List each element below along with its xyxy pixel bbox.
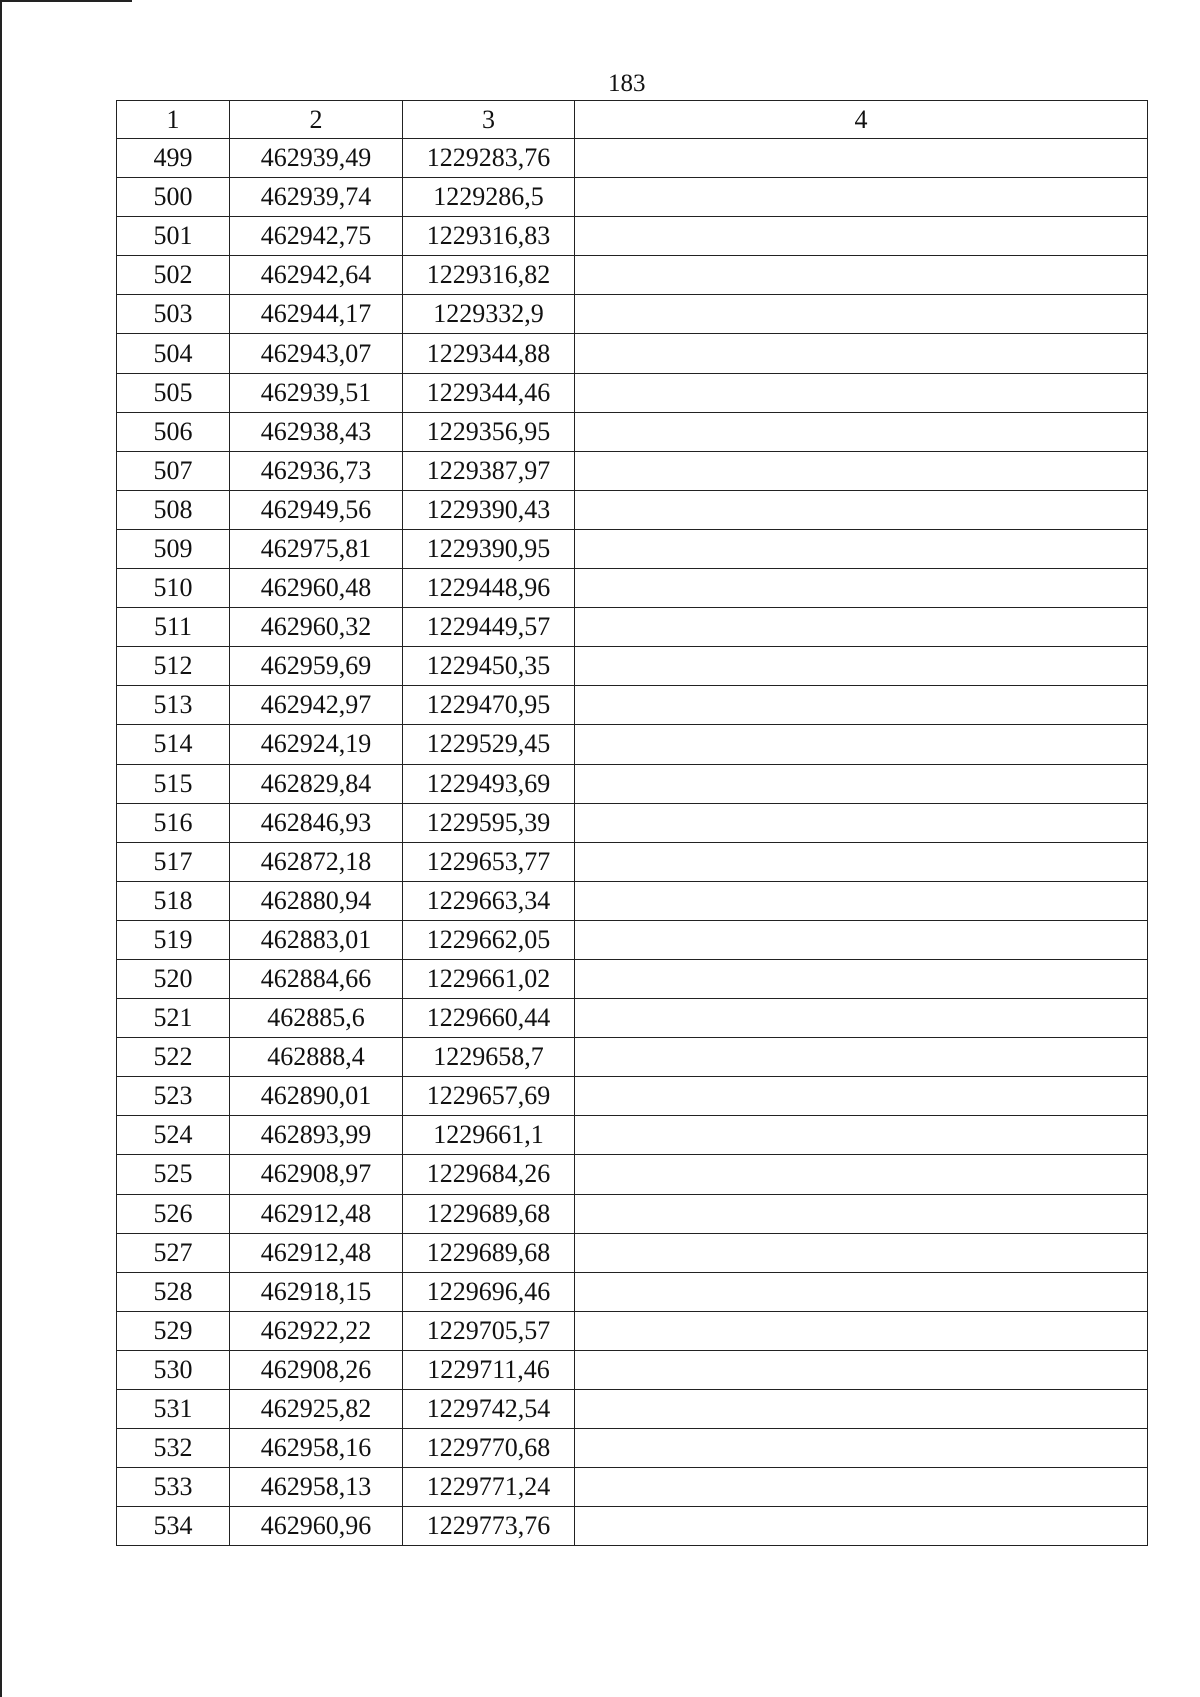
point-number-cell: 520 <box>117 959 230 998</box>
x-coordinate-cell: 462939,49 <box>230 139 403 178</box>
y-coordinate-cell: 1229684,26 <box>403 1155 575 1194</box>
table-row <box>117 295 1148 334</box>
point-number-cell: 516 <box>117 803 230 842</box>
point-number-cell: 514 <box>117 725 230 764</box>
point-number-cell: 532 <box>117 1429 230 1468</box>
note-cell <box>575 1155 1148 1194</box>
note-cell <box>575 647 1148 686</box>
point-number-cell: 519 <box>117 920 230 959</box>
x-coordinate-cell: 462893,99 <box>230 1116 403 1155</box>
y-coordinate-cell: 1229449,57 <box>403 608 575 647</box>
x-coordinate-cell: 462912,48 <box>230 1194 403 1233</box>
point-number-cell: 523 <box>117 1077 230 1116</box>
table-row <box>117 959 1148 998</box>
point-number-cell: 500 <box>117 178 230 217</box>
note-cell <box>575 1311 1148 1350</box>
table-row <box>117 451 1148 490</box>
x-coordinate-cell: 462890,01 <box>230 1077 403 1116</box>
table-row <box>117 490 1148 529</box>
table-row <box>117 842 1148 881</box>
x-coordinate-cell: 462885,6 <box>230 999 403 1038</box>
note-cell <box>575 959 1148 998</box>
note-cell <box>575 1116 1148 1155</box>
table-row <box>117 1077 1148 1116</box>
note-cell <box>575 608 1148 647</box>
point-number-cell: 528 <box>117 1272 230 1311</box>
note-cell <box>575 569 1148 608</box>
note-cell <box>575 1468 1148 1507</box>
y-coordinate-cell: 1229316,82 <box>403 256 575 295</box>
y-coordinate-cell: 1229316,83 <box>403 217 575 256</box>
y-coordinate-cell: 1229356,95 <box>403 412 575 451</box>
point-number-cell: 512 <box>117 647 230 686</box>
x-coordinate-cell: 462939,51 <box>230 373 403 412</box>
note-cell <box>575 529 1148 568</box>
note-cell <box>575 725 1148 764</box>
table-row <box>117 1038 1148 1077</box>
y-coordinate-cell: 1229448,96 <box>403 569 575 608</box>
scan-border-top <box>0 0 132 2</box>
table-row <box>117 803 1148 842</box>
table-body <box>117 101 1148 1546</box>
header-cell-3: 3 <box>403 101 575 139</box>
coordinates-table <box>116 100 1148 1546</box>
y-coordinate-cell: 1229390,43 <box>403 490 575 529</box>
y-coordinate-cell: 1229696,46 <box>403 1272 575 1311</box>
y-coordinate-cell: 1229657,69 <box>403 1077 575 1116</box>
y-coordinate-cell: 1229344,46 <box>403 373 575 412</box>
note-cell <box>575 451 1148 490</box>
x-coordinate-cell: 462960,32 <box>230 608 403 647</box>
table-row <box>117 139 1148 178</box>
x-coordinate-cell: 462942,64 <box>230 256 403 295</box>
note-cell <box>575 1429 1148 1468</box>
point-number-cell: 509 <box>117 529 230 568</box>
point-number-cell: 502 <box>117 256 230 295</box>
x-coordinate-cell: 462943,07 <box>230 334 403 373</box>
x-coordinate-cell: 462949,56 <box>230 490 403 529</box>
note-cell <box>575 1272 1148 1311</box>
x-coordinate-cell: 462829,84 <box>230 764 403 803</box>
y-coordinate-cell: 1229653,77 <box>403 842 575 881</box>
note-cell <box>575 217 1148 256</box>
y-coordinate-cell: 1229286,5 <box>403 178 575 217</box>
table-row <box>117 1194 1148 1233</box>
x-coordinate-cell: 462924,19 <box>230 725 403 764</box>
point-number-cell: 503 <box>117 295 230 334</box>
y-coordinate-cell: 1229450,35 <box>403 647 575 686</box>
table-row <box>117 529 1148 568</box>
y-coordinate-cell: 1229470,95 <box>403 686 575 725</box>
point-number-cell: 513 <box>117 686 230 725</box>
scan-border-left <box>0 0 2 1697</box>
note-cell <box>575 139 1148 178</box>
x-coordinate-cell: 462925,82 <box>230 1390 403 1429</box>
y-coordinate-cell: 1229660,44 <box>403 999 575 1038</box>
y-coordinate-cell: 1229387,97 <box>403 451 575 490</box>
x-coordinate-cell: 462958,13 <box>230 1468 403 1507</box>
note-cell <box>575 999 1148 1038</box>
note-cell <box>575 1038 1148 1077</box>
y-coordinate-cell: 1229662,05 <box>403 920 575 959</box>
note-cell <box>575 334 1148 373</box>
table-row <box>117 1272 1148 1311</box>
note-cell <box>575 373 1148 412</box>
x-coordinate-cell: 462908,97 <box>230 1155 403 1194</box>
x-coordinate-cell: 462884,66 <box>230 959 403 998</box>
note-cell <box>575 881 1148 920</box>
y-coordinate-cell: 1229661,1 <box>403 1116 575 1155</box>
x-coordinate-cell: 462939,74 <box>230 178 403 217</box>
x-coordinate-cell: 462883,01 <box>230 920 403 959</box>
point-number-cell: 522 <box>117 1038 230 1077</box>
y-coordinate-cell: 1229770,68 <box>403 1429 575 1468</box>
x-coordinate-cell: 462846,93 <box>230 803 403 842</box>
table-row <box>117 1233 1148 1272</box>
x-coordinate-cell: 462959,69 <box>230 647 403 686</box>
y-coordinate-cell: 1229658,7 <box>403 1038 575 1077</box>
note-cell <box>575 803 1148 842</box>
point-number-cell: 533 <box>117 1468 230 1507</box>
x-coordinate-cell: 462936,73 <box>230 451 403 490</box>
y-coordinate-cell: 1229390,95 <box>403 529 575 568</box>
y-coordinate-cell: 1229663,34 <box>403 881 575 920</box>
note-cell <box>575 842 1148 881</box>
note-cell <box>575 1390 1148 1429</box>
x-coordinate-cell: 462944,17 <box>230 295 403 334</box>
point-number-cell: 506 <box>117 412 230 451</box>
x-coordinate-cell: 462975,81 <box>230 529 403 568</box>
point-number-cell: 534 <box>117 1507 230 1546</box>
header-cell-1: 1 <box>117 101 230 139</box>
y-coordinate-cell: 1229493,69 <box>403 764 575 803</box>
note-cell <box>575 920 1148 959</box>
x-coordinate-cell: 462912,48 <box>230 1233 403 1272</box>
note-cell <box>575 1350 1148 1389</box>
point-number-cell: 507 <box>117 451 230 490</box>
table-row <box>117 686 1148 725</box>
x-coordinate-cell: 462942,75 <box>230 217 403 256</box>
note-cell <box>575 764 1148 803</box>
y-coordinate-cell: 1229705,57 <box>403 1311 575 1350</box>
table-row <box>117 1116 1148 1155</box>
table-row <box>117 1155 1148 1194</box>
table-row <box>117 1468 1148 1507</box>
table-row <box>117 647 1148 686</box>
table-row <box>117 764 1148 803</box>
point-number-cell: 527 <box>117 1233 230 1272</box>
point-number-cell: 515 <box>117 764 230 803</box>
table-row <box>117 256 1148 295</box>
table-row <box>117 920 1148 959</box>
note-cell <box>575 1077 1148 1116</box>
table-row <box>117 1507 1148 1546</box>
note-cell <box>575 256 1148 295</box>
point-number-cell: 504 <box>117 334 230 373</box>
header-cell-2: 2 <box>230 101 403 139</box>
note-cell <box>575 295 1148 334</box>
y-coordinate-cell: 1229332,9 <box>403 295 575 334</box>
table-row <box>117 1350 1148 1389</box>
y-coordinate-cell: 1229771,24 <box>403 1468 575 1507</box>
point-number-cell: 499 <box>117 139 230 178</box>
table-row <box>117 569 1148 608</box>
x-coordinate-cell: 462908,26 <box>230 1350 403 1389</box>
header-cell-4: 4 <box>575 101 1148 139</box>
note-cell <box>575 490 1148 529</box>
page-number: 183 <box>608 70 646 97</box>
table-row <box>117 412 1148 451</box>
y-coordinate-cell: 1229742,54 <box>403 1390 575 1429</box>
table-row <box>117 217 1148 256</box>
table-row <box>117 881 1148 920</box>
point-number-cell: 505 <box>117 373 230 412</box>
y-coordinate-cell: 1229689,68 <box>403 1233 575 1272</box>
table-row <box>117 1311 1148 1350</box>
point-number-cell: 517 <box>117 842 230 881</box>
y-coordinate-cell: 1229661,02 <box>403 959 575 998</box>
point-number-cell: 518 <box>117 881 230 920</box>
x-coordinate-cell: 462880,94 <box>230 881 403 920</box>
table-row <box>117 334 1148 373</box>
note-cell <box>575 1507 1148 1546</box>
y-coordinate-cell: 1229773,76 <box>403 1507 575 1546</box>
table-row <box>117 608 1148 647</box>
note-cell <box>575 1233 1148 1272</box>
point-number-cell: 529 <box>117 1311 230 1350</box>
y-coordinate-cell: 1229283,76 <box>403 139 575 178</box>
table-row <box>117 1390 1148 1429</box>
y-coordinate-cell: 1229344,88 <box>403 334 575 373</box>
point-number-cell: 524 <box>117 1116 230 1155</box>
table-row <box>117 373 1148 412</box>
note-cell <box>575 178 1148 217</box>
y-coordinate-cell: 1229595,39 <box>403 803 575 842</box>
point-number-cell: 510 <box>117 569 230 608</box>
point-number-cell: 508 <box>117 490 230 529</box>
x-coordinate-cell: 462942,97 <box>230 686 403 725</box>
x-coordinate-cell: 462960,48 <box>230 569 403 608</box>
table-row <box>117 999 1148 1038</box>
table-header-row <box>117 101 1148 139</box>
point-number-cell: 511 <box>117 608 230 647</box>
x-coordinate-cell: 462918,15 <box>230 1272 403 1311</box>
x-coordinate-cell: 462922,22 <box>230 1311 403 1350</box>
table-row <box>117 725 1148 764</box>
y-coordinate-cell: 1229529,45 <box>403 725 575 764</box>
x-coordinate-cell: 462938,43 <box>230 412 403 451</box>
point-number-cell: 526 <box>117 1194 230 1233</box>
table-row <box>117 178 1148 217</box>
x-coordinate-cell: 462958,16 <box>230 1429 403 1468</box>
point-number-cell: 521 <box>117 999 230 1038</box>
x-coordinate-cell: 462960,96 <box>230 1507 403 1546</box>
point-number-cell: 525 <box>117 1155 230 1194</box>
table-row <box>117 1429 1148 1468</box>
x-coordinate-cell: 462872,18 <box>230 842 403 881</box>
y-coordinate-cell: 1229711,46 <box>403 1350 575 1389</box>
point-number-cell: 501 <box>117 217 230 256</box>
note-cell <box>575 412 1148 451</box>
point-number-cell: 531 <box>117 1390 230 1429</box>
note-cell <box>575 1194 1148 1233</box>
note-cell <box>575 686 1148 725</box>
x-coordinate-cell: 462888,4 <box>230 1038 403 1077</box>
point-number-cell: 530 <box>117 1350 230 1389</box>
y-coordinate-cell: 1229689,68 <box>403 1194 575 1233</box>
